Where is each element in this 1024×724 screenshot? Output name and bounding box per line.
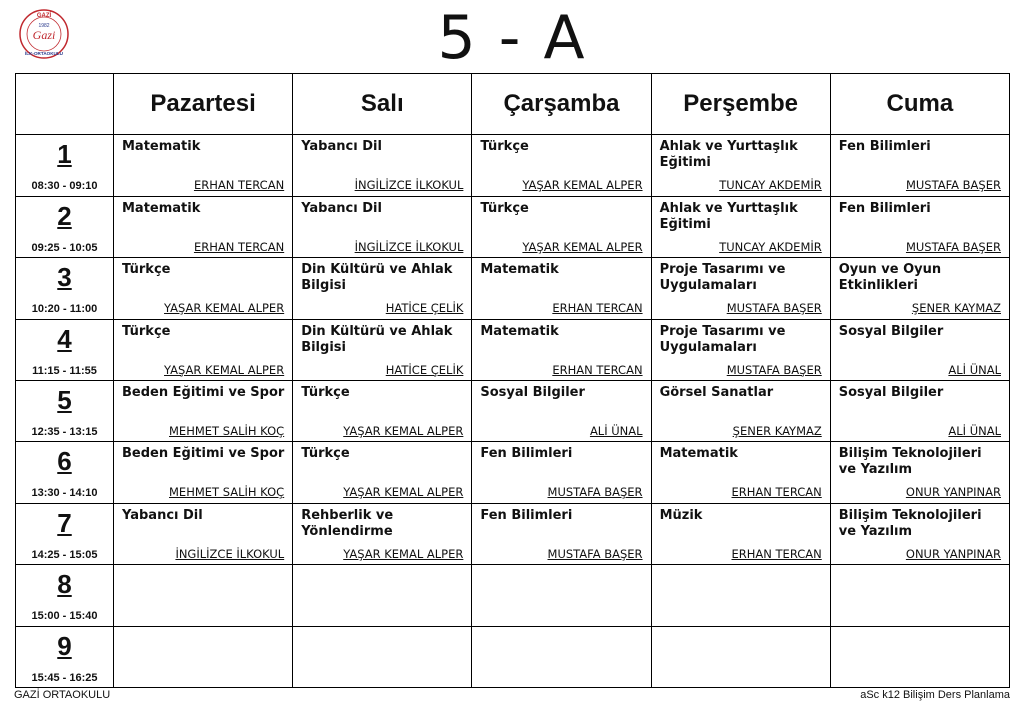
period-time: 11:15 - 11:55	[32, 364, 97, 377]
period-row	[16, 503, 1010, 564]
lesson-cell	[114, 380, 293, 441]
lesson-teacher: YAŞAR KEMAL ALPER	[343, 423, 464, 438]
lesson-cell	[472, 258, 651, 319]
lesson-teacher: TUNCAY AKDEMİR	[719, 239, 822, 254]
lesson-cell	[293, 442, 472, 503]
lesson-cell	[293, 258, 472, 319]
lesson-cell	[830, 196, 1009, 257]
period-time: 12:35 - 13:15	[31, 425, 98, 438]
lesson-cell	[293, 196, 472, 257]
lesson-teacher: YAŞAR KEMAL ALPER	[164, 362, 285, 377]
footer-software: aSc k12 Bilişim Ders Planlama	[860, 689, 1010, 701]
lesson-cell	[830, 626, 1009, 687]
header-row	[16, 74, 1010, 135]
lesson-cell	[830, 503, 1009, 564]
lesson-teacher: ERHAN TERCAN	[552, 301, 643, 316]
lesson-teacher: MEHMET SALİH KOÇ	[169, 423, 285, 438]
lesson-cell	[651, 442, 830, 503]
period-row	[16, 319, 1010, 380]
lesson-teacher: YAŞAR KEMAL ALPER	[522, 239, 643, 254]
lesson-subject: Oyun ve Oyun Etkinlikleri	[838, 262, 942, 294]
period-row	[16, 565, 1010, 626]
period-time: 14:25 - 15:05	[31, 548, 98, 561]
lesson-cell	[472, 565, 651, 626]
lesson-cell	[293, 565, 472, 626]
lesson-cell	[830, 319, 1009, 380]
lesson-cell	[293, 135, 472, 196]
period-time: 08:30 - 09:10	[31, 180, 98, 193]
lesson-cell	[830, 135, 1009, 196]
lesson-teacher: MUSTAFA BAŞER	[547, 485, 643, 500]
lesson-teacher: MUSTAFA BAŞER	[726, 362, 822, 377]
lesson-cell	[651, 503, 830, 564]
lesson-cell	[114, 442, 293, 503]
period-number: 5	[57, 384, 72, 415]
lesson-teacher: MEHMET SALİH KOÇ	[169, 485, 285, 500]
lesson-teacher: ŞENER KAYMAZ	[732, 423, 822, 438]
timetable-body	[16, 135, 1010, 688]
lesson-teacher: MUSTAFA BAŞER	[547, 546, 643, 561]
logo-bottom-text: İLK-ORTAOKULU	[25, 51, 63, 56]
period-time: 13:30 - 14:10	[31, 487, 98, 500]
lesson-cell	[472, 135, 651, 196]
period-cell	[16, 196, 114, 257]
lesson-subject: Fen Bilimleri	[838, 200, 931, 216]
lesson-teacher: YAŞAR KEMAL ALPER	[522, 178, 643, 193]
lesson-teacher: YAŞAR KEMAL ALPER	[343, 546, 464, 561]
lesson-teacher: MUSTAFA BAŞER	[905, 178, 1001, 193]
lesson-subject: Din Kültürü ve Ahlak Bilgisi	[301, 323, 453, 355]
lesson-teacher: ALİ ÜNAL	[948, 362, 1001, 377]
lesson-subject: Yabancı Dil	[301, 200, 382, 216]
lesson-subject: Proje Tasarımı ve Uygulamaları	[659, 262, 786, 294]
lesson-subject: Türkçe	[122, 323, 171, 339]
lesson-subject: Türkçe	[480, 139, 529, 155]
period-number: 9	[57, 630, 72, 661]
logo-top-text: GAZİ	[36, 13, 52, 19]
lesson-teacher: İNGİLİZCE İLKOKUL	[175, 546, 285, 561]
day-header: Perşembe	[651, 74, 830, 135]
lesson-teacher: İNGİLİZCE İLKOKUL	[354, 239, 464, 254]
lesson-cell	[651, 565, 830, 626]
period-row	[16, 196, 1010, 257]
lesson-subject: Matematik	[122, 200, 201, 216]
lesson-teacher: ONUR YANPINAR	[905, 485, 1001, 500]
timetable	[15, 73, 1010, 688]
period-cell	[16, 135, 114, 196]
period-row	[16, 442, 1010, 503]
lesson-subject: Bilişim Teknolojileri ve Yazılım	[838, 507, 982, 539]
period-row	[16, 135, 1010, 196]
lesson-cell	[472, 626, 651, 687]
lesson-cell	[293, 503, 472, 564]
lesson-cell	[651, 319, 830, 380]
lesson-teacher: ALİ ÜNAL	[589, 423, 643, 438]
lesson-subject: Fen Bilimleri	[838, 139, 931, 155]
period-time: 15:00 - 15:40	[31, 610, 98, 623]
lesson-subject: Yabancı Dil	[122, 507, 203, 523]
lesson-teacher: ONUR YANPINAR	[905, 546, 1001, 561]
logo-script: Gazi	[32, 28, 56, 42]
period-number: 6	[57, 446, 72, 477]
logo-year: 1982	[38, 23, 50, 29]
lesson-subject: Yabancı Dil	[301, 139, 382, 155]
lesson-subject: Sosyal Bilgiler	[838, 323, 944, 339]
period-cell	[16, 380, 114, 441]
lesson-teacher: ERHAN TERCAN	[731, 546, 822, 561]
lesson-cell	[114, 258, 293, 319]
lesson-subject: Sosyal Bilgiler	[838, 384, 944, 400]
period-cell	[16, 319, 114, 380]
lesson-cell	[114, 503, 293, 564]
day-header: Çarşamba	[472, 74, 651, 135]
lesson-teacher: MUSTAFA BAŞER	[905, 239, 1001, 254]
lesson-teacher: MUSTAFA BAŞER	[726, 301, 822, 316]
lesson-cell	[651, 258, 830, 319]
lesson-subject: Türkçe	[301, 446, 350, 462]
lesson-cell	[472, 196, 651, 257]
day-header: Cuma	[830, 74, 1009, 135]
lesson-cell	[114, 196, 293, 257]
lesson-cell	[114, 626, 293, 687]
lesson-cell	[472, 319, 651, 380]
lesson-subject: Matematik	[480, 323, 559, 339]
period-number: 3	[57, 262, 72, 293]
lesson-teacher: ALİ ÜNAL	[948, 423, 1001, 438]
lesson-subject: Din Kültürü ve Ahlak Bilgisi	[301, 262, 453, 294]
lesson-cell	[651, 626, 830, 687]
lesson-teacher: TUNCAY AKDEMİR	[719, 178, 822, 193]
lesson-cell	[293, 380, 472, 441]
corner-cell	[16, 74, 114, 135]
period-cell	[16, 626, 114, 687]
lesson-subject: Matematik	[480, 262, 559, 278]
period-row	[16, 380, 1010, 441]
lesson-teacher: HATİCE ÇELİK	[385, 362, 464, 377]
day-header: Pazartesi	[114, 74, 293, 135]
lesson-subject: Rehberlik ve Yönlendirme	[301, 507, 394, 539]
lesson-cell	[830, 380, 1009, 441]
footer-school-name: GAZİ ORTAOKULU	[14, 689, 111, 701]
period-row	[16, 626, 1010, 687]
lesson-cell	[651, 196, 830, 257]
period-row	[16, 258, 1010, 319]
lesson-subject: Bilişim Teknolojileri ve Yazılım	[838, 446, 982, 478]
lesson-teacher: ŞENER KAYMAZ	[911, 301, 1001, 316]
lesson-subject: Türkçe	[122, 262, 171, 278]
lesson-subject: Proje Tasarımı ve Uygulamaları	[659, 323, 786, 355]
lesson-teacher: YAŞAR KEMAL ALPER	[343, 485, 464, 500]
period-time: 09:25 - 10:05	[31, 241, 98, 254]
period-number: 2	[57, 200, 72, 231]
lesson-subject: Matematik	[659, 446, 738, 462]
page-title: 5 - A	[437, 3, 587, 73]
period-time: 10:20 - 11:00	[31, 303, 98, 316]
lesson-subject: Fen Bilimleri	[480, 446, 573, 462]
lesson-subject: Ahlak ve Yurttaşlık Eğitimi	[659, 200, 798, 232]
lesson-teacher: ERHAN TERCAN	[731, 485, 822, 500]
lesson-subject: Beden Eğitimi ve Spor	[122, 446, 285, 462]
period-cell	[16, 442, 114, 503]
lesson-subject: Müzik	[659, 507, 703, 523]
lesson-subject: Beden Eğitimi ve Spor	[122, 384, 285, 400]
lesson-teacher: İNGİLİZCE İLKOKUL	[354, 178, 464, 193]
lesson-cell	[114, 565, 293, 626]
lesson-cell	[830, 565, 1009, 626]
lesson-teacher: HATİCE ÇELİK	[385, 301, 464, 316]
lesson-subject: Fen Bilimleri	[480, 507, 573, 523]
period-cell	[16, 258, 114, 319]
day-header: Salı	[293, 74, 472, 135]
period-number: 4	[57, 323, 72, 354]
lesson-teacher: ERHAN TERCAN	[552, 362, 643, 377]
lesson-teacher: ERHAN TERCAN	[193, 239, 285, 254]
period-time: 15:45 - 16:25	[31, 671, 98, 684]
lesson-cell	[830, 442, 1009, 503]
lesson-cell	[472, 380, 651, 441]
lesson-teacher: ERHAN TERCAN	[193, 178, 285, 193]
period-cell	[16, 565, 114, 626]
period-number: 7	[57, 507, 72, 538]
lesson-cell	[472, 503, 651, 564]
period-cell	[16, 503, 114, 564]
lesson-cell	[651, 380, 830, 441]
period-number: 1	[57, 139, 72, 170]
lesson-cell	[830, 258, 1009, 319]
lesson-subject: Görsel Sanatlar	[659, 384, 774, 400]
lesson-cell	[293, 319, 472, 380]
lesson-cell	[293, 626, 472, 687]
lesson-subject: Türkçe	[480, 200, 529, 216]
lesson-cell	[651, 135, 830, 196]
lesson-subject: Ahlak ve Yurttaşlık Eğitimi	[659, 139, 798, 171]
lesson-cell	[472, 442, 651, 503]
lesson-teacher: YAŞAR KEMAL ALPER	[164, 301, 285, 316]
period-number: 8	[57, 569, 72, 600]
lesson-subject: Matematik	[122, 139, 201, 155]
lesson-subject: Sosyal Bilgiler	[480, 384, 585, 400]
lesson-cell	[114, 135, 293, 196]
lesson-subject: Türkçe	[301, 384, 350, 400]
lesson-cell	[114, 319, 293, 380]
